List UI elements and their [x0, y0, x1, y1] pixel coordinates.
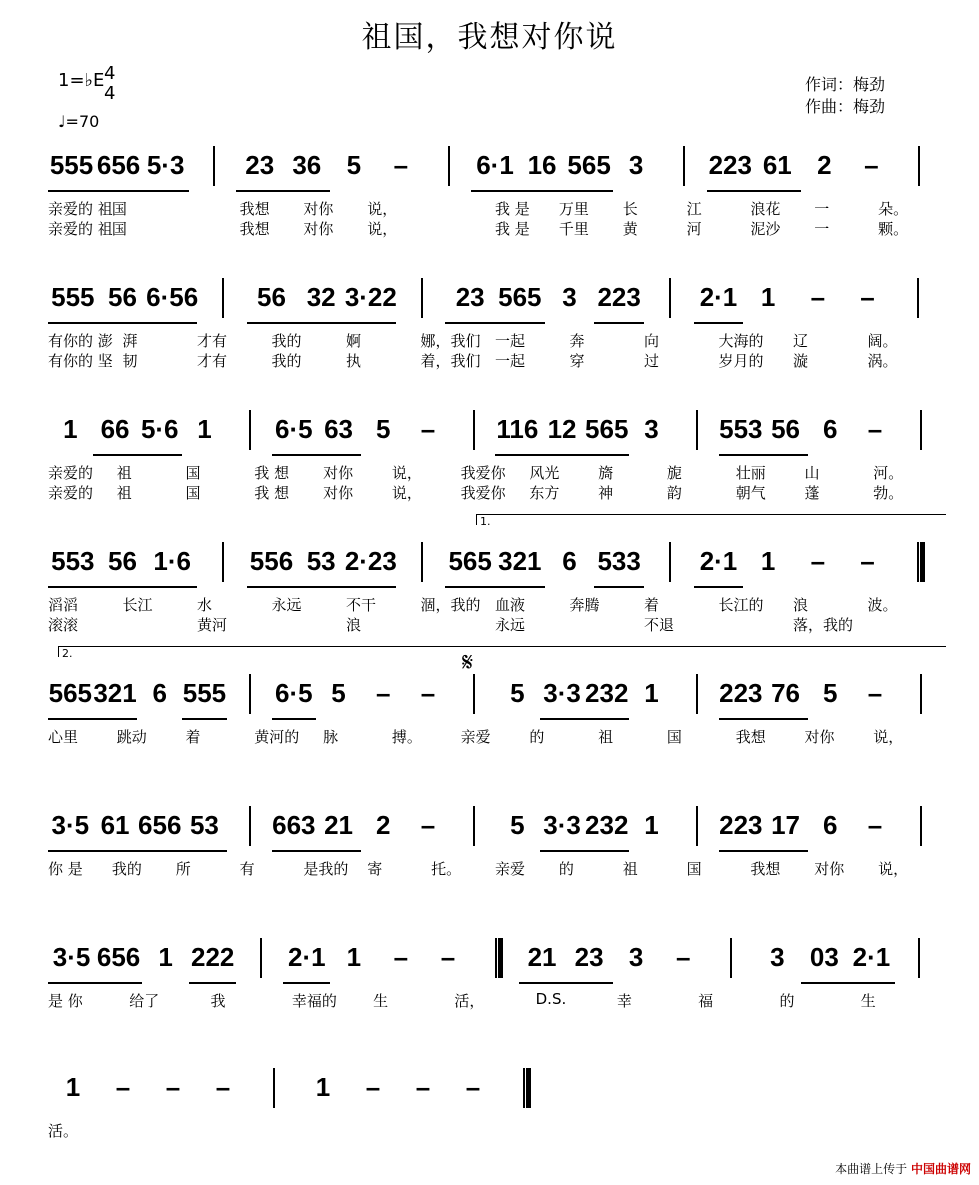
note-group: 6·5 [272, 668, 317, 720]
lyric-syllable: 我爱你 [460, 484, 506, 502]
footer [835, 1160, 971, 1177]
lyric-syllable: 一起 [495, 332, 526, 350]
lyric-syllable: 涸，我的 [420, 596, 481, 614]
lyric-syllable: 血液 [495, 596, 526, 614]
lyric-syllable: 你 是 [48, 860, 83, 878]
lyric-syllable: 长 [622, 200, 638, 218]
note-group: 232 [584, 668, 629, 720]
note-group: 663 [272, 800, 317, 852]
lyric-syllable: 亲爱 [460, 728, 491, 746]
barline [260, 938, 262, 978]
segno-sign: 𝄋 [462, 648, 474, 678]
lyric-syllable: 浪花 [750, 200, 781, 218]
lyric-syllable: 我 是 [495, 200, 530, 218]
lyric-syllable: 有 [239, 860, 255, 878]
barline [669, 278, 671, 318]
lyric-syllable: 生 [860, 992, 876, 1010]
note-group: 56 [763, 404, 808, 456]
notes-line [0, 272, 979, 322]
dash-note: – [420, 413, 436, 444]
note-group: 1 [644, 677, 659, 708]
note-group: 1 [760, 545, 776, 576]
note-group: 6·1 [471, 140, 518, 192]
lyric-syllable: 祖 [116, 484, 132, 502]
lyric-syllable: 所 [175, 860, 191, 878]
barline [920, 410, 922, 450]
note-group: 21 [316, 800, 361, 852]
lyric-syllable: 说， [391, 484, 422, 502]
lyric-syllable: 福 [698, 992, 714, 1010]
barline [696, 806, 698, 846]
note-group: 63 [316, 404, 361, 456]
barline [920, 674, 922, 714]
note-group: 565 [566, 140, 613, 192]
note-group: 1 [197, 413, 212, 444]
lyric-syllable: 滚滚 [48, 616, 79, 634]
note-group: 5·3 [142, 140, 189, 192]
footer-text: 本曲谱上传于 [835, 1162, 908, 1176]
barline [421, 542, 423, 582]
lyric-syllable: 说， [391, 464, 422, 482]
note-group: 56 [247, 272, 297, 324]
note-group: 3 [628, 149, 644, 180]
lyric-syllable: 奔腾 [569, 596, 600, 614]
note-group: 3·3 [540, 800, 585, 852]
note-group: 6 [823, 413, 838, 444]
note-group: 222 [189, 932, 236, 984]
page-title: 祖国，我想对你说 [361, 20, 618, 55]
note-group: 321 [93, 668, 138, 720]
lyric-syllable: 滔滔 [48, 596, 79, 614]
lyric-syllable: 浪 [793, 596, 809, 614]
note-group: 555 [48, 272, 98, 324]
note-group: 23 [566, 932, 613, 984]
barline [696, 674, 698, 714]
note-group: 5·6 [137, 404, 182, 456]
note-group: 6 [152, 677, 167, 708]
double-barline [523, 1068, 531, 1108]
barline [473, 674, 475, 714]
note-group: 53 [296, 536, 346, 588]
note-group: 555 [182, 668, 227, 720]
dash-note: – [860, 281, 875, 312]
lyric-syllable: 亲爱的 [48, 464, 94, 482]
note-group: 3·5 [48, 800, 93, 852]
dash-note: – [376, 677, 391, 708]
lyric-syllable: 对你 [303, 200, 334, 218]
barline [273, 1068, 275, 1108]
note-group: 53 [182, 800, 227, 852]
key-signature: 1=♭E [58, 70, 105, 91]
lyric-syllable: 涡。 [867, 352, 898, 370]
lyric-syllable: 一 [814, 200, 830, 218]
lyric-syllable: 的 [558, 860, 574, 878]
note-group: 3·3 [540, 668, 585, 720]
lyric-syllable: 亲爱的 [48, 484, 94, 502]
lyric-syllable: 辽 [793, 332, 809, 350]
note-group: 32 [296, 272, 346, 324]
lyric-syllable: 大海的 [718, 332, 764, 350]
lyric-syllable: 一 [814, 220, 830, 238]
note-group: 555 [48, 140, 95, 192]
note-group: 3 [628, 941, 644, 972]
lyric-syllable: 蓬 [804, 484, 820, 502]
lyric-syllable: 说， [367, 200, 398, 218]
notes-line [0, 140, 979, 190]
note-group: 656 [137, 800, 182, 852]
dash-note: – [115, 1071, 131, 1102]
note-group: 56 [98, 536, 148, 588]
lyric-syllable: 着 [644, 596, 660, 614]
lyric-syllable: 山 [804, 464, 820, 482]
barline [918, 146, 920, 186]
note-group: 1 [644, 809, 659, 840]
lyric-syllable: 对你 [804, 728, 835, 746]
dash-note: – [420, 677, 436, 708]
note-group: 76 [763, 668, 808, 720]
lyric-syllable: 壮丽 [735, 464, 766, 482]
lyric-syllable: 娜，我们 [420, 332, 481, 350]
lyric-syllable: 托。 [431, 860, 462, 878]
barline [918, 938, 920, 978]
dash-note: – [393, 149, 409, 180]
lyric-syllable: 亲爱的 祖 [48, 220, 113, 238]
note-group: 116 [495, 404, 540, 456]
note-group: 3 [770, 941, 785, 972]
lyric-syllable: 幸福的 [291, 992, 337, 1010]
lyric-syllable: 韧 [122, 352, 138, 370]
volta-bracket: 2. [58, 646, 946, 657]
lyric-syllable: 跳动 [116, 728, 147, 746]
note-group: 1 [315, 1071, 331, 1102]
lyric-syllable: 阔。 [867, 332, 898, 350]
dash-note: – [165, 1071, 181, 1102]
lyric-syllable: 搏。 [391, 728, 422, 746]
lyric-syllable: 漩 [793, 352, 809, 370]
lyric-syllable: 国 [185, 484, 201, 502]
note-group: 6·56 [147, 272, 197, 324]
note-group: 5 [823, 677, 838, 708]
lyric-syllable: 说， [878, 860, 909, 878]
note-group: 36 [283, 140, 330, 192]
barline [421, 278, 423, 318]
barline [473, 410, 475, 450]
note-group: 6·5 [272, 404, 317, 456]
lyric-syllable: 黄 [622, 220, 638, 238]
lyric-syllable: 幸 [616, 992, 632, 1010]
note-group: 12 [540, 404, 585, 456]
lyric-syllable: 说， [873, 728, 904, 746]
lyric-syllable: 我爱你 [460, 464, 506, 482]
note-group: 5 [346, 149, 362, 180]
lyric-syllable: 我 是 [495, 220, 530, 238]
lyricist: 作词：梅劲 [805, 75, 886, 94]
lyric-syllable: 我 想 [254, 484, 290, 502]
lyric-syllable: 泥沙 [750, 220, 781, 238]
note-group: 3·5 [48, 932, 95, 984]
lyric-syllable: 我想 [750, 860, 781, 878]
lyric-syllable: 对你 [323, 484, 354, 502]
tempo-marking: ♩=70 [58, 112, 100, 131]
lyric-syllable: 着 [185, 728, 201, 746]
note-group: 2 [376, 809, 391, 840]
lyric-syllable: 长江的 [718, 596, 764, 614]
dash-note: – [465, 1071, 481, 1102]
note-group: 23 [445, 272, 495, 324]
lyric-syllable: 万里 [558, 200, 589, 218]
barline [473, 806, 475, 846]
lyric-syllable: 是 你 [48, 992, 83, 1010]
barline [920, 806, 922, 846]
dash-note: – [420, 809, 436, 840]
time-sig-bottom: 4 [104, 83, 116, 104]
note-group: 61 [754, 140, 801, 192]
lyric-syllable: 祖 [622, 860, 638, 878]
lyric-syllable: 不干 [346, 596, 377, 614]
lyric-syllable: 执 [346, 352, 362, 370]
barline [917, 278, 919, 318]
lyric-syllable: 我想 [239, 200, 270, 218]
note-group: 56 [98, 272, 148, 324]
lyric-syllable: 韵 [666, 484, 682, 502]
lyric-syllable: 亲爱的 祖 [48, 200, 113, 218]
dash-note: – [867, 677, 883, 708]
lyric-syllable: 国 [185, 464, 201, 482]
lyric-syllable: 心里 [48, 728, 79, 746]
note-group: 3 [562, 281, 577, 312]
lyric-syllable: 浪 [346, 616, 362, 634]
notes-line [0, 668, 979, 718]
note-group: 553 [719, 404, 764, 456]
lyric-syllable: 向 [644, 332, 660, 350]
note-group: 23 [236, 140, 283, 192]
lyric-syllable: 岁月的 [718, 352, 764, 370]
composer: 作曲：梅劲 [805, 97, 886, 116]
lyric-syllable: 给了 [129, 992, 160, 1010]
dash-note: – [860, 545, 875, 576]
lyric-syllable: 活， [454, 992, 485, 1010]
notes-line [0, 536, 979, 586]
lyric-syllable: 国 [111, 220, 127, 238]
lyric-syllable: 脉 [323, 728, 339, 746]
lyric-syllable: 落，我的 [793, 616, 854, 634]
lyric-syllable: 江 [686, 200, 702, 218]
lyric-syllable: 永远 [271, 596, 302, 614]
barline [213, 146, 215, 186]
lyric-syllable: 湃 [122, 332, 138, 350]
note-group: 1 [158, 941, 173, 972]
dash-note: – [864, 149, 879, 180]
notes-line [0, 932, 979, 982]
credits [805, 74, 885, 118]
note-group: 533 [594, 536, 644, 588]
note-group: 565 [48, 668, 93, 720]
note-group: 3·22 [346, 272, 396, 324]
note-group: 223 [594, 272, 644, 324]
note-group: 5 [510, 677, 525, 708]
barline [448, 146, 450, 186]
note-group: 223 [719, 668, 764, 720]
lyric-syllable: 着，我们 [420, 352, 481, 370]
lyric-syllable: 是我的 [303, 860, 349, 878]
lyric-syllable: 我的 [271, 352, 302, 370]
lyric-syllable: 神 [598, 484, 614, 502]
dash-note: – [365, 1071, 381, 1102]
lyric-syllable: 祖 [116, 464, 132, 482]
footer-brand: 中国曲谱网 [910, 1162, 971, 1176]
dash-note: – [810, 281, 826, 312]
lyric-syllable: 奔 [569, 332, 585, 350]
barline [683, 146, 685, 186]
lyric-syllable: 有你的 澎 [48, 332, 113, 350]
lyric-syllable: 河。 [873, 464, 904, 482]
note-group: 21 [519, 932, 566, 984]
note-group: 5 [376, 413, 391, 444]
dash-note: – [867, 809, 883, 840]
volta-bracket: 1. [476, 514, 946, 525]
note-group: 2·1 [694, 536, 744, 588]
dash-note: – [393, 941, 409, 972]
lyric-syllable: 河 [686, 220, 702, 238]
note-group: 232 [584, 800, 629, 852]
lyric-syllable: 祖 [598, 728, 614, 746]
lyric-syllable: 国 [666, 728, 682, 746]
lyric-syllable: 旖 [598, 464, 614, 482]
lyric-syllable: 婀 [346, 332, 362, 350]
barline [730, 938, 732, 978]
lyric-syllable: 风光 [529, 464, 560, 482]
barline [249, 674, 251, 714]
lyric-syllable: 说， [367, 220, 398, 238]
note-group: 61 [93, 800, 138, 852]
note-group: 1 [760, 281, 776, 312]
time-signature [104, 64, 115, 104]
dash-note: – [867, 413, 883, 444]
note-group: 6 [823, 809, 838, 840]
note-group: 2·23 [346, 536, 396, 588]
note-group: 1·6 [147, 536, 197, 588]
note-group: 1 [63, 413, 78, 444]
barline [249, 806, 251, 846]
lyric-syllable: 对你 [323, 464, 354, 482]
dash-note: – [440, 941, 456, 972]
lyric-syllable: 的 [779, 992, 795, 1010]
double-barline [495, 938, 503, 978]
note-group: 2·1 [694, 272, 744, 324]
note-group: 66 [93, 404, 138, 456]
note-group: 3 [644, 413, 659, 444]
note-group: 553 [48, 536, 98, 588]
lyric-syllable: 国 [686, 860, 702, 878]
note-group: 2·1 [848, 932, 895, 984]
lyric-syllable: 的 [529, 728, 545, 746]
notes-line [0, 800, 979, 850]
dash-note: – [415, 1071, 431, 1102]
lyric-syllable: 过 [644, 352, 660, 370]
dash-note: – [675, 941, 691, 972]
lyric-syllable: 颗。 [878, 220, 909, 238]
note-group: 565 [584, 404, 629, 456]
note-group: 5 [331, 677, 346, 708]
lyric-syllable: 旎 [666, 464, 682, 482]
barline [222, 542, 224, 582]
lyric-syllable: 我 想 [254, 464, 290, 482]
notes-line [0, 404, 979, 454]
note-group: 321 [495, 536, 545, 588]
note-group: 656 [95, 140, 142, 192]
lyric-syllable: 长江 [122, 596, 153, 614]
double-barline [917, 542, 925, 582]
lyric-syllable: 永远 [495, 616, 526, 634]
note-group: 1 [65, 1071, 81, 1102]
lyric-syllable: 国 [111, 200, 127, 218]
lyric-syllable: 对你 [814, 860, 845, 878]
barline [669, 542, 671, 582]
note-group: 17 [763, 800, 808, 852]
dash-note: – [810, 545, 826, 576]
lyric-syllable: 我 [210, 992, 226, 1010]
note-group: 16 [519, 140, 566, 192]
notes-line [0, 1062, 979, 1112]
lyric-syllable: 朵。 [878, 200, 909, 218]
lyric-syllable: 勃。 [873, 484, 904, 502]
lyric-syllable: 黄河 [197, 616, 228, 634]
lyric-syllable: 我的 [271, 332, 302, 350]
note-group: 03 [801, 932, 848, 984]
barline [222, 278, 224, 318]
lyric-syllable: 有你的 坚 [48, 352, 113, 370]
note-group: 565 [445, 536, 495, 588]
lyric-syllable: 波。 [867, 596, 898, 614]
lyric-syllable: 活。 [48, 1122, 79, 1140]
lyric-syllable: 一起 [495, 352, 526, 370]
note-group: 565 [495, 272, 545, 324]
note-group: 223 [707, 140, 754, 192]
note-group: 556 [247, 536, 297, 588]
lyric-syllable: 才有 [197, 352, 228, 370]
note-group: 1 [346, 941, 362, 972]
note-group: 223 [719, 800, 764, 852]
time-sig-top: 4 [104, 63, 116, 84]
barline [696, 410, 698, 450]
note-group: 2 [817, 149, 832, 180]
lyric-syllable: 千里 [558, 220, 589, 238]
note-group: 656 [95, 932, 142, 984]
note-group: 2·1 [283, 932, 330, 984]
lyric-syllable: 生 [373, 992, 389, 1010]
lyric-syllable: 我的 [111, 860, 142, 878]
lyric-syllable: 寄 [367, 860, 383, 878]
note-group: 5 [510, 809, 525, 840]
lyric-syllable: 才有 [197, 332, 228, 350]
lyric-syllable: 我想 [239, 220, 270, 238]
lyric-syllable: D.S. [535, 990, 567, 1008]
barline [249, 410, 251, 450]
lyric-syllable: 水 [197, 596, 213, 614]
lyric-syllable: 朝气 [735, 484, 766, 502]
lyric-syllable: 亲爱 [495, 860, 526, 878]
lyric-syllable: 我想 [735, 728, 766, 746]
lyric-syllable: 穿 [569, 352, 585, 370]
lyric-syllable: 黄河的 [254, 728, 300, 746]
lyric-syllable: 东方 [529, 484, 560, 502]
lyric-syllable: 对你 [303, 220, 334, 238]
note-group: 6 [562, 545, 577, 576]
dash-note: – [215, 1071, 231, 1102]
lyric-syllable: 不退 [644, 616, 675, 634]
